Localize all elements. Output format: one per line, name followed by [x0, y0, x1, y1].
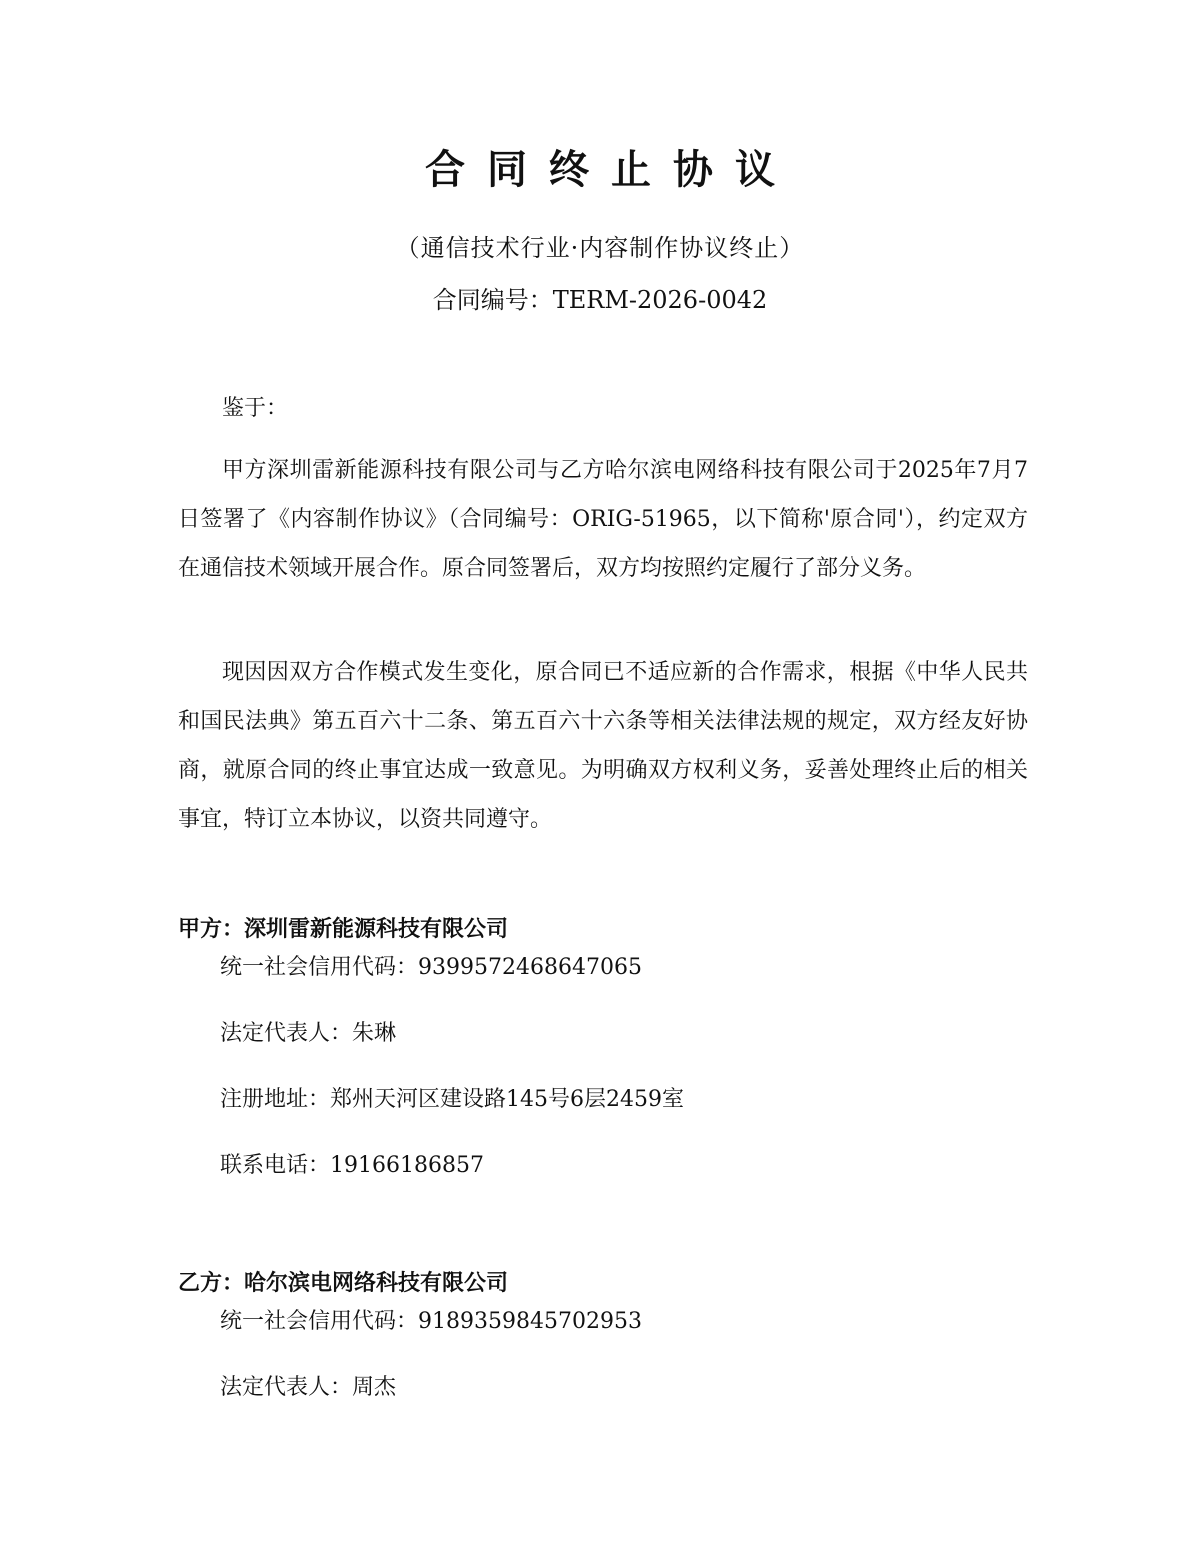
party-a-phone: 联系电话：19166186857: [220, 1153, 484, 1178]
contract-number-label: 合同编号：: [432, 286, 553, 314]
recital-paragraph-2: 现因因双方合作模式发生变化，原合同已不适应新的合作需求，根据《中华人民共和国民法典》第五百六十二条、第五百六十六条等相关法律法规的规定，双方经友好协商，就原合同的终止事宜达成一致意见。为明确双方权利义务，妥善处理终止后的相关事宜，特订立本协议，以资共同遵守。: [178, 660, 1028, 832]
party-a-credit-code: 统一社会信用代码：9399572468647065: [220, 955, 642, 980]
party-a-address: 注册地址：郑州天河区建设路145号6层2459室: [220, 1087, 684, 1112]
contract-number: [0, 280, 1200, 320]
party-b-credit-code: 统一社会信用代码：9189359845702953: [220, 1309, 642, 1334]
document-subtitle: （通信技术行业·内容制作协议终止）: [395, 234, 805, 262]
party-b-heading: 乙方：哈尔滨电网络科技有限公司: [178, 1271, 509, 1296]
party-a-legal-rep: 法定代表人：朱琳: [220, 1021, 397, 1046]
document-title: 合同终止协议: [425, 147, 797, 193]
party-a-heading: 甲方：深圳雷新能源科技有限公司: [178, 917, 509, 942]
contract-number-value: TERM-2026-0042: [552, 286, 768, 314]
whereas-heading: 鉴于：: [222, 396, 289, 421]
recital-paragraph-1: 甲方深圳雷新能源科技有限公司与乙方哈尔滨电网络科技有限公司于2025年7月7日签署了《内容制作协议》（合同编号：ORIG-51965，以下简称'原合同'），约定双方在通信技术领域开展合作。原合同签署后，双方均按照约定履行了部分义务。: [178, 458, 1028, 581]
party-b-legal-rep: 法定代表人：周杰: [220, 1375, 397, 1400]
